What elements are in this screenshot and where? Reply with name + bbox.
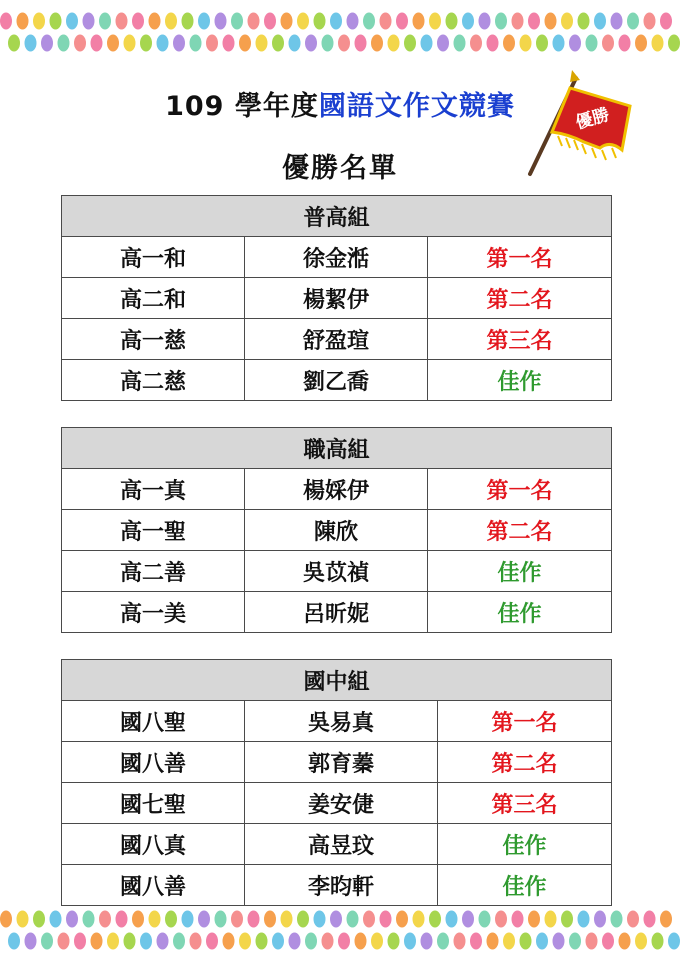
rank-cell: 佳作 <box>428 592 612 633</box>
border-dot <box>503 933 515 950</box>
border-dot <box>454 933 466 950</box>
border-dot <box>264 13 276 30</box>
border-dot <box>33 13 45 30</box>
border-dot <box>404 933 416 950</box>
border-dot <box>281 911 293 928</box>
border-dot <box>215 13 227 30</box>
border-dot <box>206 933 218 950</box>
border-dot <box>239 35 251 52</box>
border-dot <box>545 911 557 928</box>
border-dot <box>50 911 62 928</box>
border-dot <box>107 35 119 52</box>
border-dot <box>404 35 416 52</box>
student-cell: 姜安倢 <box>245 783 438 824</box>
border-dot <box>25 35 37 52</box>
group-header: 普高組 <box>62 196 612 237</box>
border-dot <box>182 911 194 928</box>
border-dot <box>429 911 441 928</box>
border-dot <box>512 911 524 928</box>
border-dot <box>602 35 614 52</box>
border-dot <box>66 13 78 30</box>
border-dot <box>512 13 524 30</box>
border-dot <box>198 13 210 30</box>
border-dot <box>124 35 136 52</box>
border-dot <box>157 933 169 950</box>
border-dot <box>380 911 392 928</box>
border-dot <box>223 933 235 950</box>
border-dot <box>74 35 86 52</box>
border-dot <box>140 35 152 52</box>
student-cell: 郭育蓁 <box>245 742 438 783</box>
rank-cell: 第一名 <box>428 237 612 278</box>
border-dot <box>627 911 639 928</box>
border-dot <box>528 911 540 928</box>
title-year: 109 學年度 <box>165 91 319 122</box>
border-dot <box>58 933 70 950</box>
border-dot <box>281 13 293 30</box>
class-cell: 高一美 <box>62 592 245 633</box>
top-dot-border <box>0 10 680 54</box>
rank-cell: 佳作 <box>438 865 612 906</box>
student-cell: 呂昕妮 <box>245 592 428 633</box>
border-dot <box>586 35 598 52</box>
border-dot <box>66 911 78 928</box>
student-cell: 徐金湉 <box>245 237 428 278</box>
border-dot <box>437 933 449 950</box>
class-cell: 國八真 <box>62 824 245 865</box>
rank-cell: 佳作 <box>438 824 612 865</box>
border-dot <box>215 911 227 928</box>
border-dot <box>470 933 482 950</box>
page-subtitle: 優勝名單 <box>282 153 398 184</box>
border-dot <box>223 35 235 52</box>
table-row <box>62 783 612 824</box>
border-dot <box>520 35 532 52</box>
border-dot <box>107 933 119 950</box>
border-dot <box>8 933 20 950</box>
border-dot <box>569 35 581 52</box>
rank-cell: 第三名 <box>428 319 612 360</box>
border-dot <box>165 13 177 30</box>
border-dot <box>520 933 532 950</box>
border-dot <box>149 911 161 928</box>
border-dot <box>569 933 581 950</box>
student-cell: 吳苡禎 <box>245 551 428 592</box>
border-dot <box>561 13 573 30</box>
table-row <box>62 824 612 865</box>
border-dot <box>462 13 474 30</box>
border-dot <box>330 911 342 928</box>
table-row <box>62 592 612 633</box>
border-dot <box>116 911 128 928</box>
border-dot <box>305 933 317 950</box>
border-dot <box>594 13 606 30</box>
rank-cell: 第二名 <box>428 278 612 319</box>
border-dot <box>619 933 631 950</box>
results-table-group-2 <box>61 427 612 633</box>
rank-cell: 第二名 <box>428 510 612 551</box>
border-dot <box>322 35 334 52</box>
border-dot <box>272 35 284 52</box>
table-row <box>62 510 612 551</box>
student-cell: 高昱玟 <box>245 824 438 865</box>
border-dot <box>338 35 350 52</box>
title-competition: 國語文作文競賽 <box>318 91 515 122</box>
student-cell: 舒盈瑄 <box>245 319 428 360</box>
border-dot <box>380 13 392 30</box>
table-row <box>62 701 612 742</box>
border-dot <box>190 35 202 52</box>
border-dot <box>248 911 260 928</box>
rank-cell: 第一名 <box>438 701 612 742</box>
border-dot <box>668 933 680 950</box>
border-dot <box>479 911 491 928</box>
border-dot <box>99 13 111 30</box>
border-dot <box>528 13 540 30</box>
border-dot <box>314 911 326 928</box>
border-dot <box>602 933 614 950</box>
border-dot <box>17 911 29 928</box>
group-header: 國中組 <box>62 660 612 701</box>
border-dot <box>553 35 565 52</box>
border-dot <box>33 911 45 928</box>
border-dot <box>314 13 326 30</box>
border-dot <box>355 933 367 950</box>
border-dot <box>248 13 260 30</box>
table-row <box>62 360 612 401</box>
class-cell: 高二和 <box>62 278 245 319</box>
student-cell: 楊絜伊 <box>245 278 428 319</box>
class-cell: 高二善 <box>62 551 245 592</box>
results-table-group-1 <box>61 195 612 401</box>
border-dot <box>289 933 301 950</box>
border-dot <box>289 35 301 52</box>
table-row <box>62 865 612 906</box>
border-dot <box>157 35 169 52</box>
border-dot <box>495 911 507 928</box>
rank-cell: 第一名 <box>428 469 612 510</box>
border-dot <box>256 933 268 950</box>
results-table-group-3 <box>61 659 612 906</box>
table-row <box>62 551 612 592</box>
border-dot <box>437 35 449 52</box>
border-dot <box>50 13 62 30</box>
border-dot <box>396 911 408 928</box>
student-cell: 楊婇伊 <box>245 469 428 510</box>
border-dot <box>594 911 606 928</box>
border-dot <box>165 911 177 928</box>
border-dot <box>25 933 37 950</box>
border-dot <box>347 13 359 30</box>
class-cell: 國七聖 <box>62 783 245 824</box>
border-dot <box>132 13 144 30</box>
border-dot <box>198 911 210 928</box>
border-dot <box>173 35 185 52</box>
border-dot <box>41 35 53 52</box>
border-dot <box>58 35 70 52</box>
border-dot <box>644 911 656 928</box>
border-dot <box>388 35 400 52</box>
border-dot <box>124 933 136 950</box>
border-dot <box>297 13 309 30</box>
border-dot <box>652 35 664 52</box>
border-dot <box>338 933 350 950</box>
border-dot <box>264 911 276 928</box>
rank-cell: 第三名 <box>438 783 612 824</box>
border-dot <box>611 13 623 30</box>
rank-cell: 佳作 <box>428 360 612 401</box>
table-row <box>62 469 612 510</box>
student-cell: 陳欣 <box>245 510 428 551</box>
border-dot <box>470 35 482 52</box>
border-dot <box>446 13 458 30</box>
border-dot <box>429 13 441 30</box>
border-dot <box>652 933 664 950</box>
border-dot <box>8 35 20 52</box>
border-dot <box>561 911 573 928</box>
border-dot <box>231 13 243 30</box>
border-dot <box>421 933 433 950</box>
group-header: 職高組 <box>62 428 612 469</box>
class-cell: 國八善 <box>62 742 245 783</box>
border-dot <box>611 911 623 928</box>
border-dot <box>371 933 383 950</box>
border-dot <box>660 911 672 928</box>
border-dot <box>74 933 86 950</box>
student-cell: 劉乙喬 <box>245 360 428 401</box>
border-dot <box>660 13 672 30</box>
rank-cell: 佳作 <box>428 551 612 592</box>
class-cell: 高一真 <box>62 469 245 510</box>
border-dot <box>91 933 103 950</box>
border-dot <box>668 35 680 52</box>
border-dot <box>413 13 425 30</box>
border-dot <box>578 13 590 30</box>
border-dot <box>256 35 268 52</box>
border-dot <box>116 13 128 30</box>
class-cell: 高一慈 <box>62 319 245 360</box>
border-dot <box>536 933 548 950</box>
table-row <box>62 237 612 278</box>
border-dot <box>487 933 499 950</box>
border-dot <box>413 911 425 928</box>
border-dot <box>536 35 548 52</box>
table-row <box>62 319 612 360</box>
border-dot <box>355 35 367 52</box>
border-dot <box>41 933 53 950</box>
border-dot <box>83 13 95 30</box>
border-dot <box>363 911 375 928</box>
border-dot <box>635 933 647 950</box>
border-dot <box>182 13 194 30</box>
student-cell: 李昀軒 <box>245 865 438 906</box>
border-dot <box>347 911 359 928</box>
border-dot <box>322 933 334 950</box>
border-dot <box>495 13 507 30</box>
class-cell: 高二慈 <box>62 360 245 401</box>
border-dot <box>479 13 491 30</box>
class-cell: 國八聖 <box>62 701 245 742</box>
flag-label: 優勝 <box>573 104 612 134</box>
class-cell: 高一聖 <box>62 510 245 551</box>
border-dot <box>305 35 317 52</box>
class-cell: 高一和 <box>62 237 245 278</box>
border-dot <box>396 13 408 30</box>
border-dot <box>644 13 656 30</box>
border-dot <box>371 35 383 52</box>
border-dot <box>553 933 565 950</box>
border-dot <box>421 35 433 52</box>
border-dot <box>586 933 598 950</box>
border-dot <box>635 35 647 52</box>
border-dot <box>206 35 218 52</box>
border-dot <box>83 911 95 928</box>
border-dot <box>149 13 161 30</box>
border-dot <box>17 13 29 30</box>
border-dot <box>0 13 12 30</box>
border-dot <box>545 13 557 30</box>
border-dot <box>272 933 284 950</box>
border-dot <box>446 911 458 928</box>
border-dot <box>454 35 466 52</box>
border-dot <box>132 911 144 928</box>
border-dot <box>330 13 342 30</box>
border-dot <box>190 933 202 950</box>
border-dot <box>0 911 12 928</box>
border-dot <box>578 911 590 928</box>
bottom-dot-border <box>0 908 680 952</box>
border-dot <box>619 35 631 52</box>
border-dot <box>173 933 185 950</box>
border-dot <box>91 35 103 52</box>
border-dot <box>239 933 251 950</box>
border-dot <box>363 13 375 30</box>
border-dot <box>99 911 111 928</box>
class-cell: 國八善 <box>62 865 245 906</box>
border-dot <box>388 933 400 950</box>
border-dot <box>487 35 499 52</box>
rank-cell: 第二名 <box>438 742 612 783</box>
table-row <box>62 742 612 783</box>
border-dot <box>627 13 639 30</box>
border-dot <box>140 933 152 950</box>
table-row <box>62 278 612 319</box>
student-cell: 吳易真 <box>245 701 438 742</box>
border-dot <box>297 911 309 928</box>
border-dot <box>503 35 515 52</box>
border-dot <box>462 911 474 928</box>
border-dot <box>231 911 243 928</box>
